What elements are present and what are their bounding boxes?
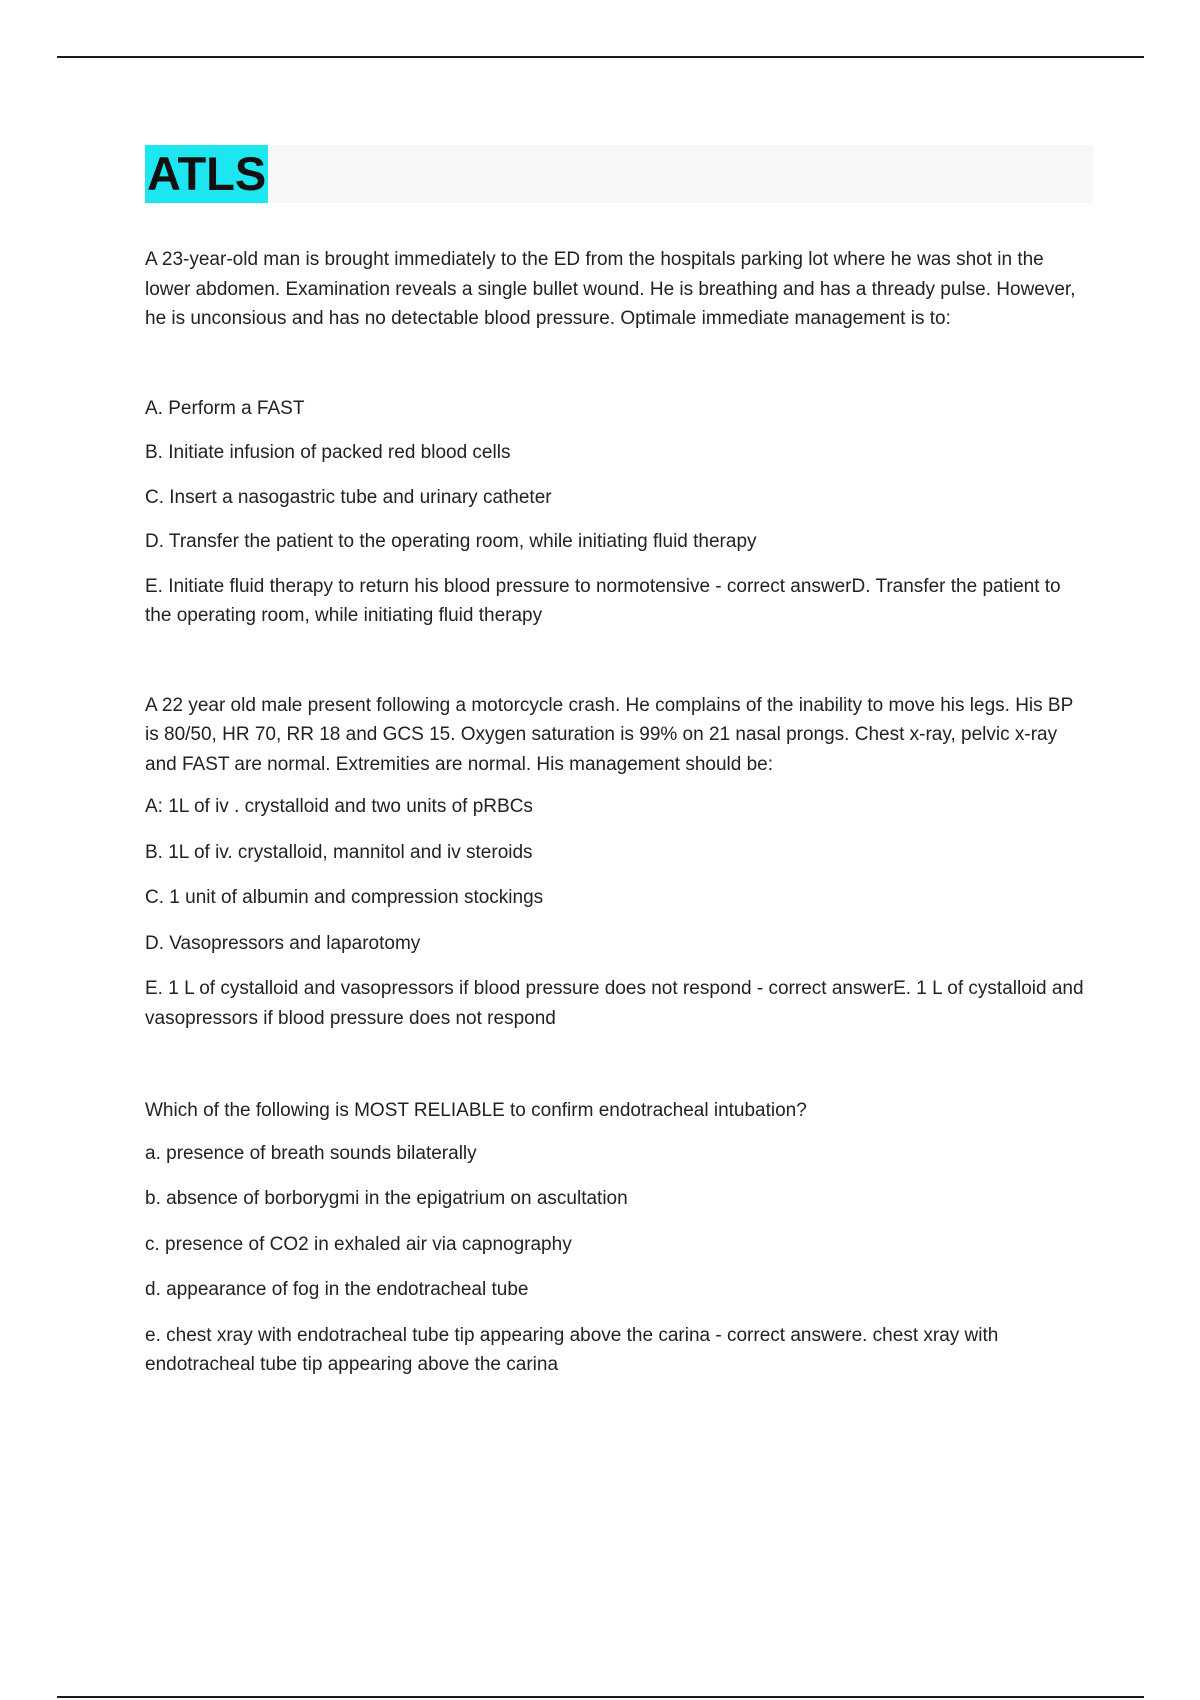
question-1-option-d: D. Transfer the patient to the operating room, while initiating fluid therapy (145, 531, 757, 552)
question-1-option-e-answer: E. Initiate fluid therapy to return his blood pressure to normotensive - correct answerD. Transfer the patient to the operating room, while initiating fluid therapy (145, 575, 1061, 626)
question-3-option-d: d. appearance of fog in the endotracheal tube (145, 1279, 529, 1300)
question-3 (145, 1096, 1085, 1380)
question-1-options (145, 394, 1085, 631)
question-1-option-b: B. Initiate infusion of packed red blood cells (145, 442, 511, 463)
question-2-options (145, 792, 1085, 1033)
question-1-prompt: A 23-year-old man is brought immediately to the ED from the hospitals parking lot where he was shot in the lower abdomen. Examination reveals a single bullet wound. He is breathing and has a thready pulse. However, he is unconsious and has no detectable blood pressure. Optimale immediate management is to: (145, 249, 1076, 329)
question-3-option-a: a. presence of breath sounds bilaterally (145, 1142, 477, 1164)
question-2-option-a: A: 1L of iv . crystalloid and two units of pRBCs (145, 796, 533, 817)
bottom-rule (57, 1696, 1144, 1698)
question-2-option-d: D. Vasopressors and laparotomy (145, 932, 421, 954)
document-body (145, 245, 1085, 1380)
question-2-option-e-answer: E. 1 L of cystalloid and vasopressors if blood pressure does not respond - correct answerE. 1 L of cystalloid and vasopressors if blood pressure does not respond (145, 978, 1084, 1029)
question-1-option-c: C. Insert a nasogastric tube and urinary catheter (145, 486, 552, 508)
question-2-option-b: B. 1L of iv. crystalloid, mannitol and iv steroids (145, 841, 533, 863)
question-3-option-b: b. absence of borborygmi in the epigatrium on ascultation (145, 1188, 628, 1209)
question-3-option-c: c. presence of CO2 in exhaled air via capnography (145, 1233, 572, 1255)
question-2 (145, 691, 1085, 1034)
question-3-prompt: Which of the following is MOST RELIABLE to confirm endotracheal intubation? (145, 1100, 807, 1121)
question-3-options (145, 1139, 1085, 1380)
question-3-option-e-answer: e. chest xray with endotracheal tube tip appearing above the carina - correct answere. chest xray with endotracheal tube tip appearing above the carina (145, 1324, 999, 1375)
document-title: ATLS (145, 145, 268, 203)
top-rule (57, 56, 1144, 58)
question-1 (145, 245, 1085, 631)
question-1-option-a: A. Perform a FAST (145, 397, 305, 419)
question-2-prompt: A 22 year old male present following a motorcycle crash. He complains of the inability to move his legs. His BP is 80/50, HR 70, RR 18 and GCS 15. Oxygen saturation is 99% on 21 nasal prongs. Chest x-ray, pelvic x-ray and FAST are normal. Extremities are normal. His management should be: (145, 694, 1073, 775)
question-2-option-c: C. 1 unit of albumin and compression stockings (145, 887, 544, 908)
title-bar (145, 145, 1093, 203)
